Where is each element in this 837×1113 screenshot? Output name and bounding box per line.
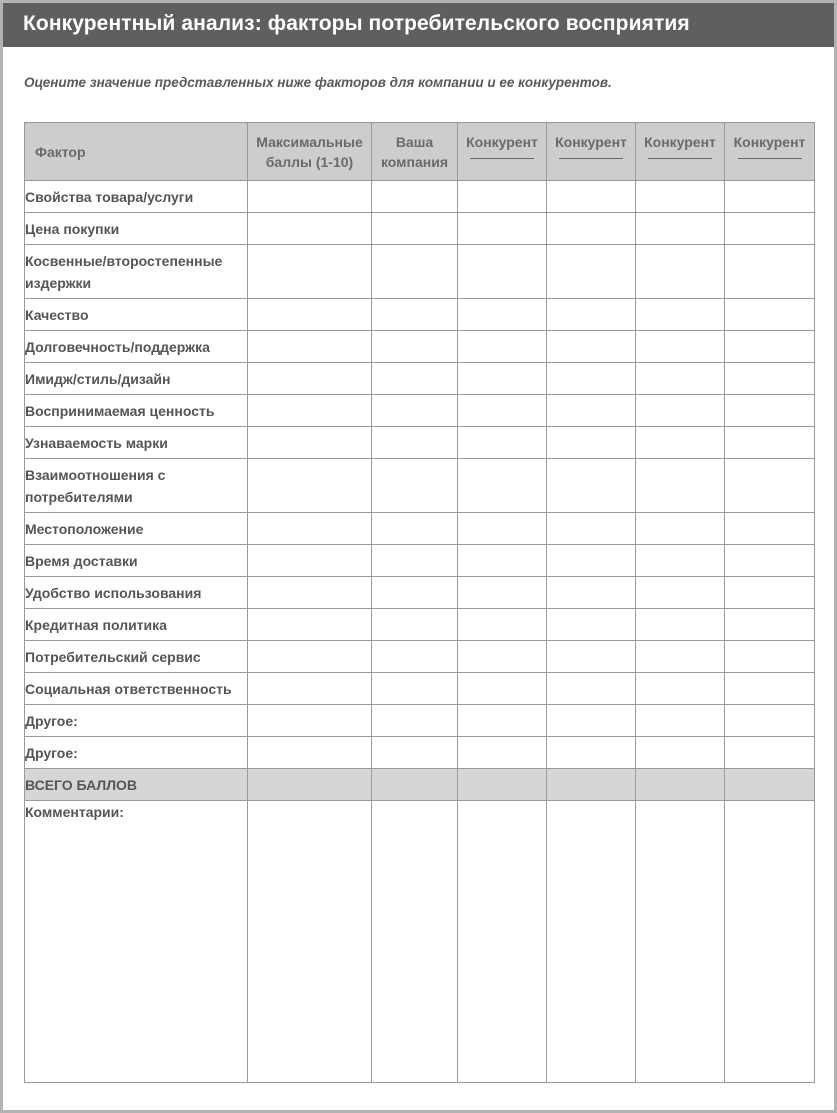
table-row	[25, 299, 815, 331]
score-cell[interactable]	[725, 609, 815, 641]
score-cell[interactable]	[458, 545, 547, 577]
score-cell[interactable]	[547, 459, 636, 513]
score-cell[interactable]	[372, 673, 458, 705]
score-cell[interactable]	[725, 245, 815, 299]
total-row	[25, 769, 815, 801]
max-points-header-line1: Максимальные	[256, 134, 363, 150]
score-cell[interactable]	[725, 181, 815, 213]
total-cell[interactable]	[725, 769, 815, 801]
comments-label: Комментарии:	[25, 801, 248, 1083]
table-row	[25, 245, 815, 299]
score-cell[interactable]	[248, 363, 372, 395]
score-cell[interactable]	[547, 363, 636, 395]
score-cell[interactable]	[547, 577, 636, 609]
table-row	[25, 705, 815, 737]
factor-label: Качество	[25, 299, 248, 331]
table-header-row	[25, 123, 815, 181]
competitor-column-header-2	[547, 123, 636, 181]
table-row	[25, 609, 815, 641]
table-row	[25, 513, 815, 545]
score-cell[interactable]	[458, 363, 547, 395]
factor-column-header: Фактор	[25, 123, 248, 181]
score-cell[interactable]	[458, 299, 547, 331]
score-cell[interactable]	[547, 673, 636, 705]
score-cell[interactable]	[636, 299, 725, 331]
score-cell[interactable]	[458, 459, 547, 513]
score-cell[interactable]	[725, 299, 815, 331]
total-label: ВСЕГО БАЛЛОВ	[25, 769, 248, 801]
score-cell[interactable]	[725, 427, 815, 459]
score-cell[interactable]	[372, 705, 458, 737]
score-cell[interactable]	[248, 213, 372, 245]
score-cell[interactable]	[725, 705, 815, 737]
table-row	[25, 673, 815, 705]
max-points-column-header	[248, 123, 372, 181]
score-cell[interactable]	[636, 545, 725, 577]
factor-label: Косвенные/второстепенные издержки	[25, 245, 248, 299]
analysis-table	[24, 122, 815, 1083]
factor-label: Время доставки	[25, 545, 248, 577]
score-cell[interactable]	[636, 737, 725, 769]
factor-label: Другое:	[25, 737, 248, 769]
score-cell[interactable]	[636, 245, 725, 299]
score-cell[interactable]	[372, 577, 458, 609]
score-cell[interactable]	[547, 299, 636, 331]
score-cell[interactable]	[636, 577, 725, 609]
score-cell[interactable]	[458, 181, 547, 213]
instruction-text: Оцените значение представленных ниже факторов для компании и ее конкурентов.	[24, 75, 612, 90]
score-cell[interactable]	[372, 331, 458, 363]
comments-row	[25, 801, 815, 1083]
factor-label: Воспринимаемая ценность	[25, 395, 248, 427]
score-cell[interactable]	[547, 705, 636, 737]
score-cell[interactable]	[725, 577, 815, 609]
score-cell[interactable]	[372, 545, 458, 577]
score-cell[interactable]	[547, 331, 636, 363]
score-cell[interactable]	[248, 545, 372, 577]
competitor-header-label: Конкурент	[733, 134, 806, 150]
score-cell[interactable]	[725, 513, 815, 545]
score-cell[interactable]	[547, 181, 636, 213]
score-cell[interactable]	[725, 213, 815, 245]
competitor-name-blank-line[interactable]	[470, 158, 534, 159]
competitor-header-label: Конкурент	[555, 134, 627, 150]
score-cell[interactable]	[547, 245, 636, 299]
score-cell[interactable]	[372, 363, 458, 395]
score-cell[interactable]	[458, 213, 547, 245]
score-cell[interactable]	[458, 427, 547, 459]
score-cell[interactable]	[725, 545, 815, 577]
total-cell[interactable]	[458, 769, 547, 801]
score-cell[interactable]	[458, 245, 547, 299]
table-row	[25, 641, 815, 673]
competitor-column-header-3	[636, 123, 725, 181]
page-title: Конкурентный анализ: факторы потребительского восприятия	[23, 12, 690, 35]
score-cell[interactable]	[248, 395, 372, 427]
total-cell[interactable]	[547, 769, 636, 801]
score-cell[interactable]	[547, 737, 636, 769]
score-cell[interactable]	[248, 737, 372, 769]
score-cell[interactable]	[458, 513, 547, 545]
score-cell[interactable]	[458, 641, 547, 673]
score-cell[interactable]	[547, 395, 636, 427]
table-row	[25, 213, 815, 245]
factor-label: Социальная ответственность	[25, 673, 248, 705]
score-cell[interactable]	[547, 641, 636, 673]
max-points-header-line2: баллы (1-10)	[265, 154, 354, 170]
score-cell[interactable]	[636, 609, 725, 641]
total-cell[interactable]	[636, 769, 725, 801]
score-cell[interactable]	[248, 299, 372, 331]
score-cell[interactable]	[547, 213, 636, 245]
score-cell[interactable]	[372, 641, 458, 673]
competitor-column-header-4	[725, 123, 815, 181]
score-cell[interactable]	[636, 181, 725, 213]
table-row	[25, 459, 815, 513]
score-cell[interactable]	[248, 513, 372, 545]
score-cell[interactable]	[372, 609, 458, 641]
comment-cell[interactable]	[636, 801, 725, 1083]
score-cell[interactable]	[248, 577, 372, 609]
score-cell[interactable]	[372, 737, 458, 769]
your-company-header-line2: компания	[380, 154, 449, 170]
score-cell[interactable]	[248, 705, 372, 737]
score-cell[interactable]	[636, 395, 725, 427]
score-cell[interactable]	[547, 609, 636, 641]
factor-label: Цена покупки	[25, 213, 248, 245]
score-cell[interactable]	[636, 641, 725, 673]
score-cell[interactable]	[248, 673, 372, 705]
competitor-header-label: Конкурент	[466, 134, 538, 150]
factor-label: Имидж/стиль/дизайн	[25, 363, 248, 395]
table-row	[25, 737, 815, 769]
competitor-column-header-1	[458, 123, 547, 181]
score-cell[interactable]	[636, 459, 725, 513]
total-cell[interactable]	[372, 769, 458, 801]
your-company-column-header	[372, 123, 458, 181]
score-cell[interactable]	[547, 427, 636, 459]
score-cell[interactable]	[248, 427, 372, 459]
score-cell[interactable]	[725, 673, 815, 705]
factor-label: Кредитная политика	[25, 609, 248, 641]
table-row	[25, 395, 815, 427]
comment-cell[interactable]	[547, 801, 636, 1083]
score-cell[interactable]	[372, 395, 458, 427]
score-cell[interactable]	[372, 213, 458, 245]
score-cell[interactable]	[636, 513, 725, 545]
factor-label: Другое:	[25, 705, 248, 737]
competitor-name-blank-line[interactable]	[648, 158, 712, 159]
score-cell[interactable]	[458, 673, 547, 705]
your-company-header-line1: Ваша	[395, 134, 434, 150]
comment-cell[interactable]	[248, 801, 372, 1083]
score-cell[interactable]	[547, 545, 636, 577]
comment-cell[interactable]	[725, 801, 815, 1083]
competitor-header-label: Конкурент	[644, 134, 716, 150]
score-cell[interactable]	[636, 213, 725, 245]
score-cell[interactable]	[248, 181, 372, 213]
factor-label: Долговечность/поддержка	[25, 331, 248, 363]
score-cell[interactable]	[636, 331, 725, 363]
score-cell[interactable]	[458, 609, 547, 641]
table-row	[25, 181, 815, 213]
factor-label: Узнаваемость марки	[25, 427, 248, 459]
total-cell[interactable]	[248, 769, 372, 801]
comment-cell[interactable]	[372, 801, 458, 1083]
table-row	[25, 577, 815, 609]
score-cell[interactable]	[248, 331, 372, 363]
score-cell[interactable]	[725, 641, 815, 673]
score-cell[interactable]	[248, 459, 372, 513]
score-cell[interactable]	[725, 363, 815, 395]
factor-label: Местоположение	[25, 513, 248, 545]
table-row	[25, 427, 815, 459]
score-cell[interactable]	[248, 609, 372, 641]
score-cell[interactable]	[458, 737, 547, 769]
score-cell[interactable]	[725, 737, 815, 769]
score-cell[interactable]	[636, 363, 725, 395]
score-cell[interactable]	[372, 245, 458, 299]
competitor-name-blank-line[interactable]	[738, 158, 802, 159]
score-cell[interactable]	[372, 181, 458, 213]
score-cell[interactable]	[725, 331, 815, 363]
competitor-name-blank-line[interactable]	[559, 158, 623, 159]
factor-label: Потребительский сервис	[25, 641, 248, 673]
score-cell[interactable]	[248, 641, 372, 673]
table-row	[25, 331, 815, 363]
title-bar	[3, 3, 834, 47]
score-cell[interactable]	[636, 705, 725, 737]
score-cell[interactable]	[547, 513, 636, 545]
score-cell[interactable]	[725, 459, 815, 513]
score-cell[interactable]	[725, 395, 815, 427]
factor-label: Удобство использования	[25, 577, 248, 609]
score-cell[interactable]	[636, 673, 725, 705]
score-cell[interactable]	[458, 705, 547, 737]
score-cell[interactable]	[458, 331, 547, 363]
factor-label: Взаимоотношения с потребителями	[25, 459, 248, 513]
score-cell[interactable]	[458, 395, 547, 427]
score-cell[interactable]	[458, 577, 547, 609]
score-cell[interactable]	[248, 245, 372, 299]
score-cell[interactable]	[372, 299, 458, 331]
score-cell[interactable]	[372, 513, 458, 545]
table-row	[25, 545, 815, 577]
comment-cell[interactable]	[458, 801, 547, 1083]
score-cell[interactable]	[636, 427, 725, 459]
score-cell[interactable]	[372, 459, 458, 513]
score-cell[interactable]	[372, 427, 458, 459]
table-row	[25, 363, 815, 395]
factor-label: Свойства товара/услуги	[25, 181, 248, 213]
